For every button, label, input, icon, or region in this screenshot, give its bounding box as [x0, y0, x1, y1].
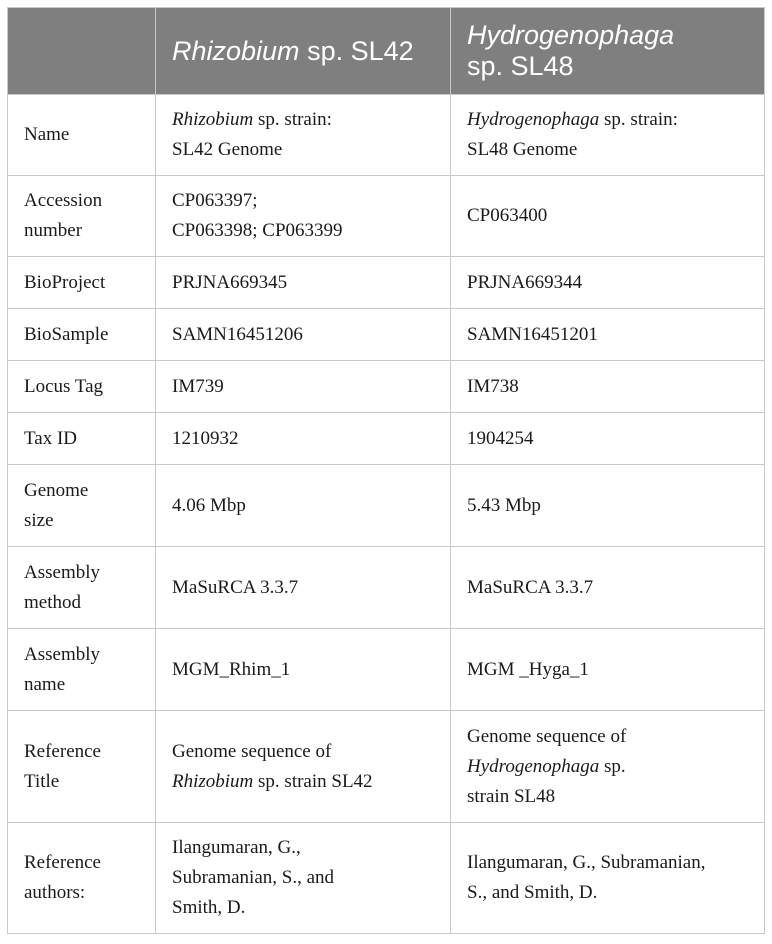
row-label [8, 309, 156, 361]
cell-text: SL48 Genome [467, 139, 578, 160]
cell-text: IM739 [172, 375, 224, 397]
cell-text: strain SL48 [467, 785, 556, 807]
hydrogenophaga-cell [451, 711, 765, 823]
label-text: Name [24, 124, 70, 145]
cell-text: CP063397; [172, 190, 258, 211]
cell-text: MaSuRCA 3.3.7 [467, 576, 594, 598]
table-row [8, 95, 765, 176]
table-row [8, 309, 765, 361]
label-text: authors: [24, 882, 86, 903]
cell-text: sp. [599, 755, 626, 777]
header-hydrogenophaga-strain: sp. SL48 [467, 51, 574, 81]
genus-name: Hydrogenophaga [467, 755, 600, 777]
label-text: Assembly [24, 643, 100, 665]
row-label [8, 413, 156, 465]
table-row [8, 711, 765, 823]
cell-text: SAMN16451201 [467, 323, 598, 345]
cell-text: sp. strain: [599, 109, 678, 130]
rhizobium-cell [156, 823, 451, 934]
table-row [8, 465, 765, 547]
table-row [8, 413, 765, 465]
rhizobium-cell [156, 176, 451, 257]
cell-text: 1210932 [172, 427, 239, 449]
hydrogenophaga-cell [451, 465, 765, 547]
rhizobium-cell [156, 465, 451, 547]
hydrogenophaga-cell [451, 309, 765, 361]
cell-text: PRJNA669344 [467, 271, 583, 293]
header-rhizobium [156, 8, 451, 95]
table-row [8, 257, 765, 309]
cell-text: SL42 Genome [172, 139, 283, 160]
label-text: Reference [24, 740, 101, 762]
cell-text: sp. strain SL42 [253, 770, 373, 792]
cell-text: CP063400 [467, 205, 548, 226]
row-label [8, 547, 156, 629]
label-text: Locus Tag [24, 375, 104, 397]
genus-name: Rhizobium [172, 109, 254, 130]
cell-text: Smith, D. [172, 897, 246, 918]
label-text: Accession [24, 190, 103, 211]
hydrogenophaga-cell [451, 547, 765, 629]
label-text: Assembly [24, 561, 100, 583]
rhizobium-cell [156, 711, 451, 823]
row-label [8, 361, 156, 413]
cell-text: MGM_Rhim_1 [172, 658, 291, 680]
table-row [8, 176, 765, 257]
cell-text: SAMN16451206 [172, 323, 303, 345]
label-text: method [24, 591, 81, 613]
row-label [8, 95, 156, 176]
genus-name: Hydrogenophaga [467, 109, 600, 130]
label-text: name [24, 673, 66, 695]
label-text: size [24, 509, 54, 531]
cell-text: Ilangumaran, G., [172, 837, 301, 858]
label-text: Title [24, 770, 60, 792]
genus-name: Rhizobium [172, 770, 254, 792]
label-text: BioProject [24, 271, 106, 293]
label-text: Genome [24, 479, 89, 501]
rhizobium-cell [156, 95, 451, 176]
row-label [8, 465, 156, 547]
row-label [8, 257, 156, 309]
hydrogenophaga-cell [451, 95, 765, 176]
rhizobium-cell [156, 361, 451, 413]
table-row [8, 629, 765, 711]
row-label [8, 629, 156, 711]
cell-text: Genome sequence of [172, 740, 332, 762]
cell-text: sp. strain: [253, 109, 332, 130]
cell-text: Ilangumaran, G., Subramanian, [467, 852, 706, 873]
header-rhizobium-strain: sp. SL42 [299, 35, 414, 66]
label-text: Tax ID [24, 427, 78, 449]
cell-text: IM738 [467, 375, 519, 397]
cell-text: 1904254 [467, 427, 534, 449]
hydrogenophaga-cell [451, 257, 765, 309]
hydrogenophaga-cell [451, 823, 765, 934]
cell-text: MaSuRCA 3.3.7 [172, 576, 299, 598]
label-text: Reference [24, 852, 101, 873]
rhizobium-cell [156, 413, 451, 465]
table-row [8, 547, 765, 629]
cell-text: MGM _Hyga_1 [467, 658, 589, 680]
cell-text: CP063398; CP063399 [172, 220, 343, 241]
hydrogenophaga-cell [451, 629, 765, 711]
rhizobium-cell [156, 309, 451, 361]
header-hydrogenophaga [451, 8, 765, 95]
table-row [8, 361, 765, 413]
header-rhizobium-genus: Rhizobium [172, 35, 300, 66]
header-hydrogenophaga-genus: Hydrogenophaga [467, 20, 675, 50]
header-empty-cell [8, 8, 156, 95]
cell-text: Genome sequence of [467, 725, 627, 747]
header-row [8, 8, 765, 95]
row-label [8, 711, 156, 823]
cell-text: S., and Smith, D. [467, 882, 598, 903]
rhizobium-cell [156, 257, 451, 309]
rhizobium-cell [156, 547, 451, 629]
cell-text: Subramanian, S., and [172, 867, 335, 888]
hydrogenophaga-cell [451, 361, 765, 413]
rhizobium-cell [156, 629, 451, 711]
cell-text: 5.43 Mbp [467, 494, 541, 516]
table-row [8, 823, 765, 934]
genome-info-table [7, 7, 765, 934]
cell-text: 4.06 Mbp [172, 494, 246, 516]
hydrogenophaga-cell [451, 413, 765, 465]
hydrogenophaga-cell [451, 176, 765, 257]
row-label [8, 176, 156, 257]
cell-text: PRJNA669345 [172, 271, 288, 293]
label-text: number [24, 220, 83, 241]
row-label [8, 823, 156, 934]
label-text: BioSample [24, 323, 109, 345]
